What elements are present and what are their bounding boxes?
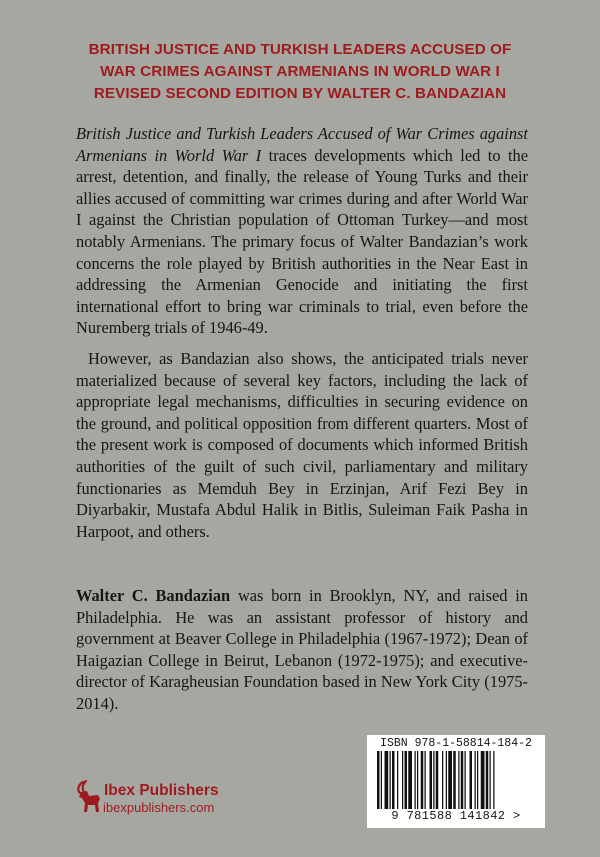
barcode-bar: [408, 751, 412, 809]
barcode-bar: [385, 751, 389, 809]
barcode-bar: [430, 751, 433, 809]
title-line-2: WAR CRIMES AGAINST ARMENIANS IN WORLD WAR I: [100, 63, 500, 80]
barcode-bar: [477, 751, 478, 809]
barcode-bar: [446, 751, 447, 809]
barcode-bar: [421, 751, 424, 809]
author-bio-paragraph: [76, 585, 528, 715]
barcode-bar: [458, 751, 459, 809]
barcode-bars: [375, 751, 537, 809]
title-line-1: BRITISH JUSTICE AND TURKISH LEADERS ACCUSED OF: [88, 41, 512, 58]
publisher-logo: [74, 779, 234, 819]
barcode-bar: [490, 751, 491, 809]
isbn-label: ISBN 978-1-58814-184-2: [380, 737, 532, 750]
barcode-bar: [442, 751, 443, 809]
barcode-bar: [402, 751, 403, 809]
barcode-bar: [397, 751, 398, 809]
barcode-bar: [465, 751, 466, 809]
barcode-bar: [392, 751, 395, 809]
barcode-bar: [436, 751, 439, 809]
barcode-bar: [381, 751, 382, 809]
book-title-italic: British Justice and Turkish Leaders Accused of War Crimes against Armenians in World War I: [76, 124, 528, 165]
description: [76, 123, 528, 542]
barcode-bar: [417, 751, 418, 809]
isbn-barcode: [367, 735, 545, 828]
ibex-icon: [74, 779, 102, 815]
author-bio: [76, 585, 528, 715]
barcode-bar: [461, 751, 464, 809]
barcode-bar: [475, 751, 476, 809]
description-paragraph-1: [76, 123, 528, 339]
publisher-name: Ibex Publishers: [104, 782, 219, 799]
barcode-bar: [415, 751, 416, 809]
barcode-bar: [377, 751, 380, 809]
barcode-digits: 9 781588 141842 >: [391, 809, 521, 823]
barcode-bar: [433, 751, 434, 809]
title-line-3: REVISED SECOND EDITION BY WALTER C. BANDAZIAN: [93, 85, 507, 102]
author-name: Walter C. Bandazian: [76, 586, 231, 605]
barcode-bar: [390, 751, 391, 809]
description-paragraph-2: However, as Bandazian also shows, the anticipated trials never materialized because of several key factors, including the lack of appropriate legal mechanisms, difficulties in securing evidence on the ground, and political opposition from different quarters. Most of the present work is composed of documents which informed British authorities of the guilt of such civil, parliamentary and military functionaries as Memduh Bey in Erzinjan, Arif Fezi Bey in Diyarbakir, Mustafa Abdul Halik in Bitlis, Suleiman Faik Pasha in Harpoot, and others.: [76, 348, 528, 541]
barcode-bar: [425, 751, 426, 809]
author-bio-text: was born in Brooklyn, NY, and raised in Philadelphia. He was an assistant professor of history and government at Beaver College in Philadelphia (1967-1972); Dean of Haigazian College in Beirut, Lebanon (1972-1975); and executive-director of Karagheusian Foundation based in New York City (1975-2014).: [76, 586, 528, 713]
barcode-bar: [470, 751, 473, 809]
barcode-bar: [448, 751, 452, 809]
description-paragraph-1-text: traces developments which led to the arrest, detention, and finally, the release of Young Turks and their allies accused of committing war crimes during and after World War I against the Christian population of Ottoman Turkey—and most notably Armenians. The primary focus of Walter Bandazian’s work concerns the role played by British authorities in the Near East in addressing the Armenian Genocide and initiating the first international effort to bring war criminals to trial, even before the Nuremberg trials of 1946-49.: [76, 145, 529, 338]
barcode-bar: [493, 751, 494, 809]
barcode-bar: [481, 751, 485, 809]
publisher-url: ibexpublishers.com: [103, 800, 215, 815]
barcode-bar: [486, 751, 489, 809]
barcode-bar: [405, 751, 408, 809]
barcode-bar: [453, 751, 456, 809]
back-cover-title: [60, 39, 540, 105]
